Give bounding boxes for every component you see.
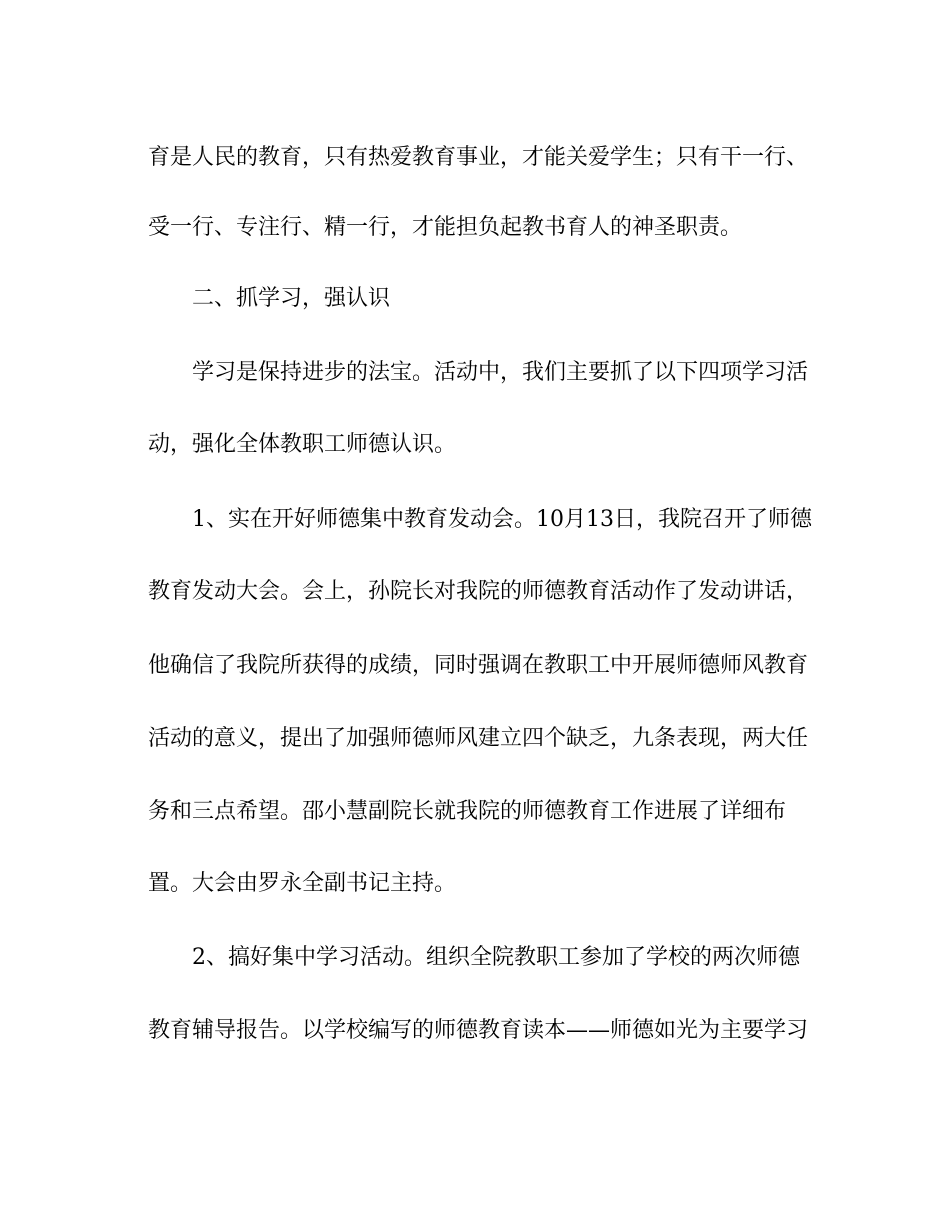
- paragraph-line: 学习是保持进步的法宝。活动中，我们主要抓了以下四项学习活: [192, 360, 809, 385]
- paragraph-line: 动，强化全体教职工师德认识。: [148, 432, 457, 457]
- paragraph-line: 活动的意义，提出了加强师德师风建立四个缺乏，九条表现，两大任: [148, 726, 809, 751]
- paragraph-line: 教育辅导报告。以学校编写的师德教育读本——师德如光为主要学习: [148, 1018, 809, 1043]
- paragraph-line: 育是人民的教育，只有热爱教育事业，才能关爱学生；只有干一行、: [148, 145, 809, 170]
- paragraph-line: 2、搞好集中学习活动。组织全院教职工参加了学校的两次师德: [192, 945, 800, 970]
- paragraph-line: 1、实在开好师德集中教育发动会。10月13日，我院召开了师德: [192, 507, 812, 532]
- paragraph-line: 教育发动大会。会上，孙院长对我院的师德教育活动作了发动讲话，: [148, 579, 809, 604]
- paragraph-line: 务和三点希望。邵小慧副院长就我院的师德教育工作进展了详细布: [148, 799, 787, 824]
- paragraph-line: 受一行、专注行、精一行，才能担负起教书育人的神圣职责。: [148, 215, 743, 240]
- section-heading: 二、抓学习，强认识: [192, 286, 391, 311]
- paragraph-line: 他确信了我院所获得的成绩，同时强调在教职工中开展师德师风教育: [148, 653, 809, 678]
- paragraph-line: 置。大会由罗永全副书记主持。: [148, 871, 457, 896]
